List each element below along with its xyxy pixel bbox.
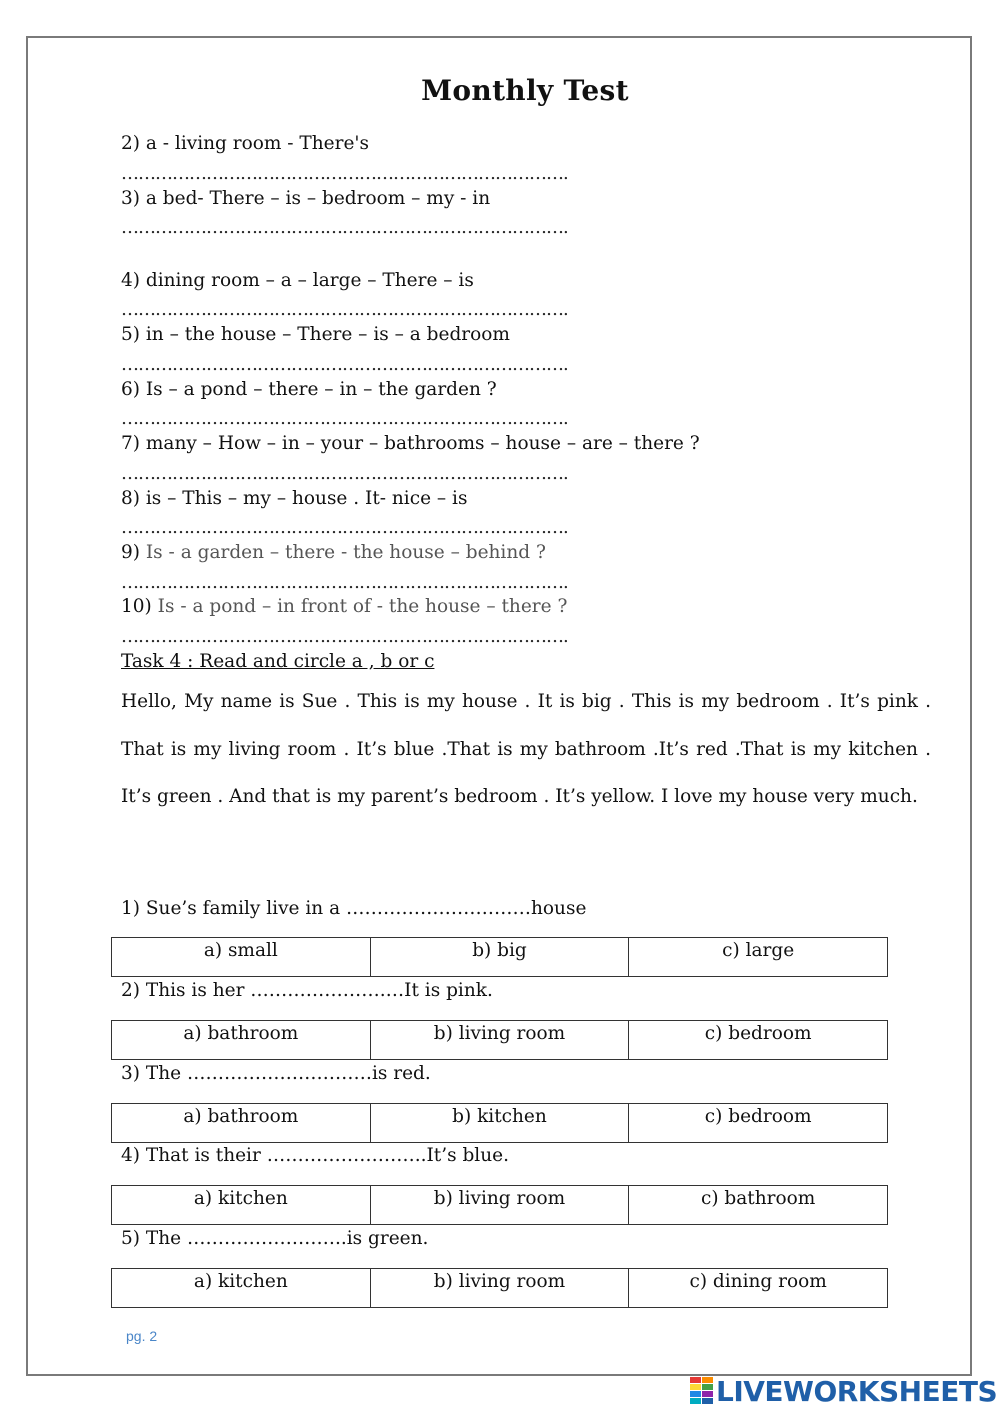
options-table-1: [111, 937, 888, 977]
mc-question-4: 4) That is their ……………………..It’s blue.: [121, 1145, 509, 1166]
option-4a[interactable]: a) kitchen: [112, 1186, 371, 1225]
question-5: 5) in – the house – There – is – a bedroom: [121, 324, 510, 345]
task-4-heading: Task 4 : Read and circle a , b or c: [121, 651, 435, 672]
option-2a[interactable]: a) bathroom: [112, 1021, 371, 1060]
options-table-5: [111, 1268, 888, 1308]
question-2: 2) a - living room - There's: [121, 133, 369, 154]
answer-line-5[interactable]: …………………………………………………………………….: [121, 354, 568, 375]
answer-line-8[interactable]: …………………………………………………………………….: [121, 517, 568, 538]
reading-passage: Hello, My name is Sue . This is my house . It is big . This is my bedroom . It’s pink . That is my living room . It’s blue .That is my bathroom .It’s red .That is my kitchen . It’s green . And that is my parent’s bedroom . It’s yellow. I love my house very much.: [121, 691, 931, 807]
option-3c[interactable]: c) bedroom: [629, 1104, 888, 1143]
question-8: 8) is – This – my – house . It- nice – is: [121, 488, 468, 509]
answer-line-7[interactable]: …………………………………………………………………….: [121, 463, 568, 484]
mc-question-1: 1) Sue’s family live in a …………………………house: [121, 898, 587, 919]
question-6: 6) Is – a pond – there – in – the garden ?: [121, 379, 497, 400]
options-table-2: [111, 1020, 888, 1060]
option-2c[interactable]: c) bedroom: [629, 1021, 888, 1060]
page-number: pg. 2: [126, 1328, 158, 1344]
option-2b[interactable]: b) living room: [370, 1021, 629, 1060]
option-1a[interactable]: a) small: [112, 938, 371, 977]
answer-line-10[interactable]: …………………………………………………………………….: [121, 626, 568, 647]
answer-line-3[interactable]: …………………………………………………………………….: [121, 217, 568, 238]
options-table-3: [111, 1103, 888, 1143]
page-title: Monthly Test: [421, 74, 629, 107]
mc-question-3: 3) The …………………………is red.: [121, 1063, 431, 1084]
option-5b[interactable]: b) living room: [370, 1269, 629, 1308]
liveworksheets-logo-icon: [690, 1377, 714, 1405]
question-7: 7) many – How – in – your – bathrooms – house – are – there ?: [121, 433, 700, 454]
mc-question-5: 5) The ……………………..is green.: [121, 1228, 429, 1249]
option-4c[interactable]: c) bathroom: [629, 1186, 888, 1225]
question-3: 3) a bed- There – is – bedroom – my - in: [121, 188, 491, 209]
answer-line-6[interactable]: …………………………………………………………………….: [121, 408, 568, 429]
option-4b[interactable]: b) living room: [370, 1186, 629, 1225]
options-table-4: [111, 1185, 888, 1225]
option-5c[interactable]: c) dining room: [629, 1269, 888, 1308]
mc-question-2: 2) This is her ………………….…It is pink.: [121, 980, 493, 1001]
liveworksheets-brand[interactable]: [690, 1374, 997, 1408]
option-3b[interactable]: b) kitchen: [370, 1104, 629, 1143]
answer-line-4[interactable]: …………………………………………………………………….: [121, 299, 568, 320]
question-4: 4) dining room – a – large – There – is: [121, 270, 474, 291]
option-3a[interactable]: a) bathroom: [112, 1104, 371, 1143]
answer-line-2[interactable]: …………………………………………………………………….: [121, 163, 568, 184]
liveworksheets-wordmark: LIVEWORKSHEETS: [716, 1374, 998, 1408]
option-5a[interactable]: a) kitchen: [112, 1269, 371, 1308]
option-1c[interactable]: c) large: [629, 938, 888, 977]
question-10: 10) Is - a pond – in front of - the house – there ?: [121, 596, 568, 617]
question-9: 9) Is - a garden – there - the house – behind ?: [121, 542, 546, 563]
answer-line-9[interactable]: …………………………………………………………………….: [121, 572, 568, 593]
option-1b[interactable]: b) big: [370, 938, 629, 977]
